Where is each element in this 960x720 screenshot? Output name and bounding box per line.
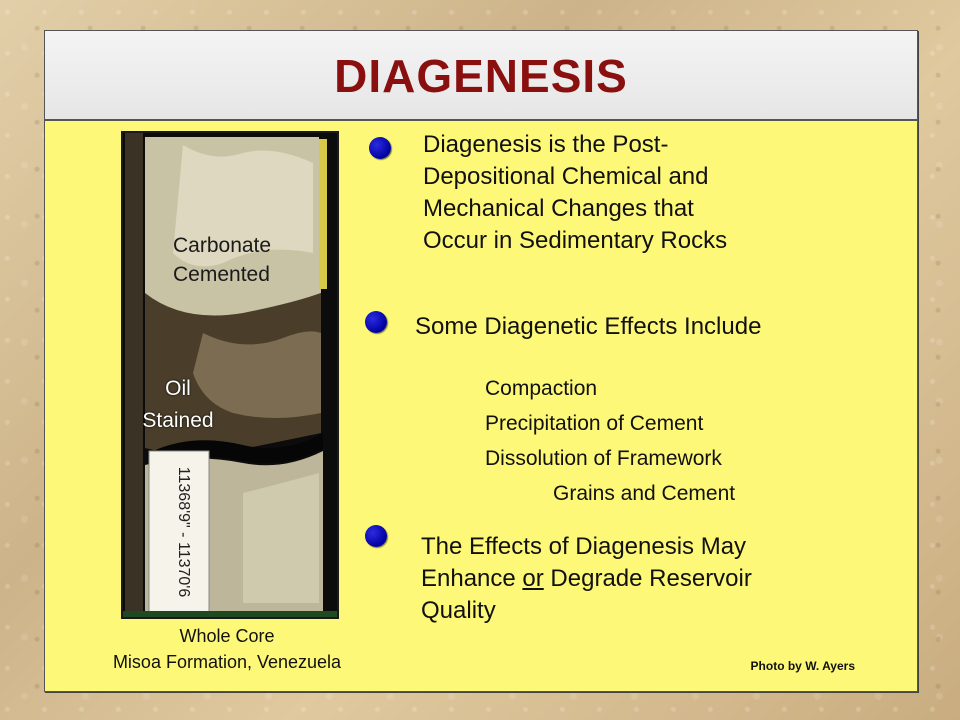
effect-item: Dissolution of Framework [485,447,722,470]
slide [44,30,918,692]
point-quality-line1: The Effects of Diagenesis May [421,533,747,560]
effect-item: Precipitation of Cement [485,412,704,435]
sample-tag-text: 11368'9" - 11370'6 [175,466,192,598]
point-definition-line1: Diagenesis is the Post- [423,131,669,158]
point-definition-line2: Depositional Chemical and [423,163,709,190]
photo-credit: Photo by W. Ayers [750,659,855,673]
bullet-icon [369,137,391,159]
effect-item: Compaction [485,377,598,400]
effect-item: Grains and Cement [553,482,736,505]
point-definition-line4: Occur in Sedimentary Rocks [423,227,728,254]
point-quality-enhance: Enhance [421,565,523,592]
point-definition [423,129,727,257]
point-reservoir-quality [421,531,752,627]
bullet-icon [365,311,387,333]
point-quality-or: or [522,565,544,592]
point-quality-line3: Quality [421,597,496,624]
carbonate-label-line2: Cemented [173,263,270,286]
photo-caption [67,623,387,675]
point-quality-line2 [421,563,752,595]
core-photo [121,131,339,619]
oil-stained-label [123,373,233,437]
point-effects-intro [415,311,761,343]
point-definition-line3: Mechanical Changes that [423,195,694,222]
carbonate-label [173,231,271,289]
slide-title: DIAGENESIS [334,50,628,102]
point-quality-degrade: Degrade Reservoir [543,565,752,592]
oil-label-line2: Stained [142,409,214,432]
carbonate-label-line1: Carbonate [173,234,272,257]
point-effects-intro-line1: Some Diagenetic Effects Include [415,313,762,340]
caption-line1: Whole Core [179,626,275,646]
oil-label-line1: Oil [165,377,191,400]
caption-line2: Misoa Formation, Venezuela [112,652,342,672]
effects-list [485,371,735,511]
bullet-icon [365,525,387,547]
title-bar [45,31,917,121]
